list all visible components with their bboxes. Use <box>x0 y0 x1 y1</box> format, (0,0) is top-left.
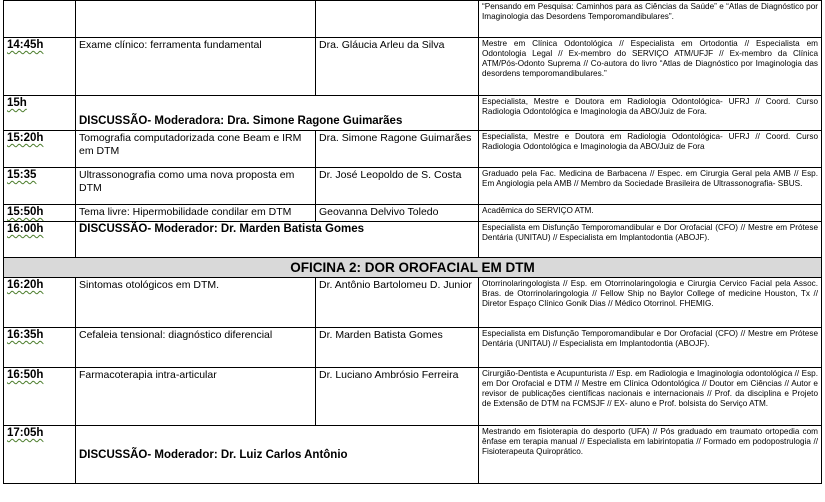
speaker-cell: Dr. Antônio Bartolomeu D. Junior <box>316 278 479 328</box>
speaker-cell: Dr. José Leopoldo de S. Costa <box>316 168 479 205</box>
topic-cell: Farmacoterapia intra-articular <box>76 368 316 426</box>
time-cell: 15:35 <box>4 168 76 205</box>
credentials-cell: Especialista em Disfunção Temporomandibular e Dor Orofacial (CFO) // Mestre em Prótese Dentária (UNITAU) // Especialista em Implantodontia (ABOJF). <box>479 222 822 258</box>
credentials-cell: Cirurgião-Dentista e Acupunturista // Esp. em Radiologia e Imaginologia odontológica // Esp. em Dor Orofacial e DTM // Mestre em Clínica Odontológica // Doutor em Ciências // Autor e revisor de publicações científicas nacionais e internacionais // Prof. da disciplina e Projeto de Extensão de DTM na FCMSJF // EX- aluno e Prof. bolsista do Serviço ATM. <box>479 368 822 426</box>
table-row <box>4 278 822 328</box>
credentials-cell: Acadêmica do SERVIÇO ATM. <box>479 205 822 222</box>
credentials-cell: Otorrinolaringologista // Esp. em Otorrinolaringologia e Cirurgia Cervico Facial pela Assoc. Bras. de Otorrinolaringologia // Fellow Ship no Baylor College of medicine Houston, Tx // Diretor Espaço Clínico Gonik Dias // Médico Otorrinol. FHEMIG. <box>479 278 822 328</box>
time-cell: 16:35h <box>4 328 76 368</box>
time-cell <box>4 1 76 38</box>
credentials-cell: Mestre em Clínica Odontológica // Especialista em Ortodontia // Especialista em Odontologia Legal // Ex-membro do SERVIÇO ATM/UFJF // Ex-membro da Clínica ATM/Pós-Odonto Suprema // Co-autora do livro “Atlas de Diagnóstico por Imaginologia das desordens temporomandibulares.” <box>479 38 822 96</box>
table-row <box>4 205 822 222</box>
table-row <box>4 131 822 168</box>
topic-cell: Sintomas otológicos em DTM. <box>76 278 316 328</box>
credentials-cell: Especialista, Mestre e Doutora em Radiologia Odontológica- UFRJ // Coord. Curso Radiologia Odontológica e Imaginologia da ABO/Juiz de Fora <box>479 131 822 168</box>
time-cell: 16:00h <box>4 222 76 258</box>
table-row <box>4 368 822 426</box>
schedule-table <box>3 0 822 484</box>
table-row <box>4 38 822 96</box>
speaker-cell: Geovanna Delvivo Toledo <box>316 205 479 222</box>
speaker-cell: Dr. Luciano Ambrósio Ferreira <box>316 368 479 426</box>
topic-cell: Tema livre: Hipermobilidade condilar em DTM <box>76 205 316 222</box>
time-cell: 15:50h <box>4 205 76 222</box>
table-row <box>4 96 822 131</box>
time-cell: 15h <box>4 96 76 131</box>
speaker-cell <box>316 1 479 38</box>
credentials-cell: Graduado pela Fac. Medicina de Barbacena // Espec. em Cirurgia Geral pela AMB // Esp. Em Angiologia pela AMB // Membro da Sociedade Brasileira de Ultrassonografia- SBUS. <box>479 168 822 205</box>
credentials-cell: “Pensando em Pesquisa: Caminhos para as Ciências da Saúde” e “Atlas de Diagnóstico por Imaginologia das Desordens Temporomandibulares”. <box>479 1 822 38</box>
speaker-cell: Dra. Simone Ragone Guimarães <box>316 131 479 168</box>
credentials-cell: Mestrando em fisioterapia do desporto (UFA) // Pós graduado em traumato ortopedia com ênfase em terapia manual // Especialista em labirintopatia // Formado em podopostrulogia // Fisioterapeuta Quiroprático. <box>479 426 822 484</box>
discussion-cell: DISCUSSÃO- Moderadora: Dra. Simone Ragone Guimarães <box>76 96 479 131</box>
table-row <box>4 1 822 38</box>
credentials-cell: Especialista, Mestre e Doutora em Radiologia Odontológica- UFRJ // Coord. Curso Radiologia Odontológica e Imaginologia da ABO/Juiz de Fora. <box>479 96 822 131</box>
table-row <box>4 222 822 258</box>
time-cell: 15:20h <box>4 131 76 168</box>
section-header-row <box>4 258 822 278</box>
credentials-cell: Especialista em Disfunção Temporomandibular e Dor Orofacial (CFO) // Mestre em Prótese Dentária (UNITAU) // Especialista em Implantodontia (ABOJF). <box>479 328 822 368</box>
topic-cell: Exame clínico: ferramenta fundamental <box>76 38 316 96</box>
time-cell: 16:20h <box>4 278 76 328</box>
discussion-cell: DISCUSSÃO- Moderador: Dr. Luiz Carlos Antônio <box>76 426 479 484</box>
time-cell: 16:50h <box>4 368 76 426</box>
topic-cell: Tomografia computadorizada cone Beam e IRM em DTM <box>76 131 316 168</box>
topic-cell <box>76 1 316 38</box>
time-cell: 14:45h <box>4 38 76 96</box>
table-row <box>4 168 822 205</box>
speaker-cell: Dr. Marden Batista Gomes <box>316 328 479 368</box>
time-cell: 17:05h <box>4 426 76 484</box>
section-title: OFICINA 2: DOR OROFACIAL EM DTM <box>4 258 822 278</box>
topic-cell: Ultrassonografia como uma nova proposta em DTM <box>76 168 316 205</box>
table-row <box>4 328 822 368</box>
discussion-cell: DISCUSSÃO- Moderador: Dr. Marden Batista Gomes <box>76 222 479 258</box>
topic-cell: Cefaleia tensional: diagnóstico diferencial <box>76 328 316 368</box>
table-row <box>4 426 822 484</box>
speaker-cell: Dra. Gláucia Arleu da Silva <box>316 38 479 96</box>
